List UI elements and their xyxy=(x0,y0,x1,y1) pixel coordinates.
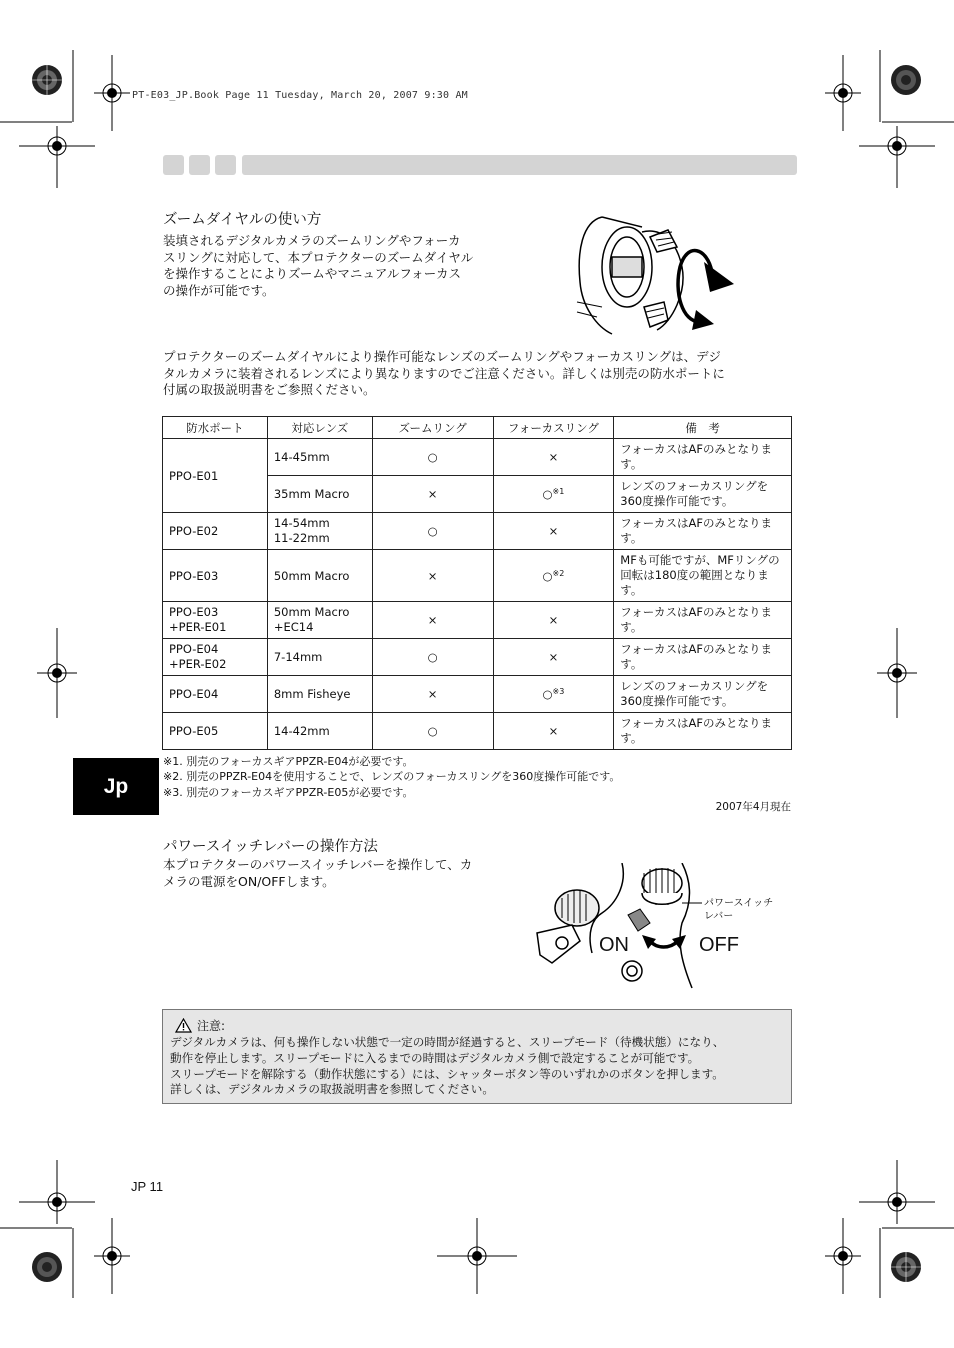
focus-cell: × xyxy=(493,513,614,550)
column-header: 対応レンズ xyxy=(267,417,372,439)
note-cell: フォーカスはAFのみとなります。 xyxy=(614,639,792,676)
warning-icon xyxy=(175,1018,192,1033)
caution-text: デジタルカメラは、何も操作しない状態で一定の時間が経過すると、スリープモード（待機状態）になり、 動作を停止します。スリープモードに入るまでの時間はデジタルカメラ側で設定することが可能です。 スリープモードを解除する（動作状態にする）には、シャッターボタン等のいずれかのボタンを押します。 詳しくは、デジタルカメラの取扱説明書を参照してください。 xyxy=(170,1035,725,1097)
on-label: ON xyxy=(599,934,629,956)
zoom-section-title: ズームダイヤルの使い方 xyxy=(163,212,322,228)
zoom-cell: ○ xyxy=(372,439,493,476)
lens-cell: 50mm Macro xyxy=(267,550,372,602)
zoom-cell: × xyxy=(372,476,493,513)
lens-cell: 8mm Fisheye xyxy=(267,676,372,713)
print-file-info: PT-E03_JP.Book Page 11 Tuesday, March 20, 2007 9:30 AM xyxy=(132,90,468,101)
color-target-icon xyxy=(891,65,921,95)
zoom-cell: ○ xyxy=(372,713,493,750)
page-number: JP 11 xyxy=(131,1179,164,1194)
caution-heading: 注意: xyxy=(175,1017,225,1034)
caution-box xyxy=(162,1009,792,1104)
registration-mark-icon xyxy=(859,126,935,188)
note-cell: レンズのフォーカスリングを360度操作可能です。 xyxy=(614,676,792,713)
footnote: ※3. 別売のフォーカスギアPPZR-E05が必要です。 xyxy=(163,786,414,799)
note-cell: フォーカスはAFのみとなります。 xyxy=(614,513,792,550)
zoom-cell: × xyxy=(372,676,493,713)
column-header: フォーカスリング xyxy=(493,417,614,439)
lens-cell: 7-14mm xyxy=(267,639,372,676)
focus-cell: ○$^{※2}$ xyxy=(493,550,614,602)
column-header: 備 考 xyxy=(614,417,792,439)
registration-mark-icon xyxy=(877,628,917,718)
lens-cell: 50mm Macro +EC14 xyxy=(267,602,372,639)
port-cell: PPO-E03 +PER-E01 xyxy=(163,602,268,639)
language-tab: Jp xyxy=(73,758,159,815)
table-row xyxy=(163,602,792,639)
zoom-dial-illustration xyxy=(572,212,747,342)
power-lever-illustration xyxy=(532,863,710,993)
registration-mark-icon xyxy=(437,1218,517,1294)
header-bar-square xyxy=(163,155,184,175)
note-cell: フォーカスはAFのみとなります。 xyxy=(614,602,792,639)
note-cell: レンズのフォーカスリングを360度操作可能です。 xyxy=(614,476,792,513)
registration-mark-icon xyxy=(19,126,95,188)
registration-mark-icon xyxy=(19,1160,95,1224)
port-cell: PPO-E02 xyxy=(163,513,268,550)
power-section-text: 本プロテクターのパワースイッチレバーを操作して、カ メラの電源をON/OFFします。 xyxy=(163,857,473,889)
switch-arrow-icon xyxy=(650,941,678,947)
zoom-cell: × xyxy=(372,550,493,602)
color-target-icon xyxy=(32,1252,62,1282)
lens-compatibility-table xyxy=(162,416,792,750)
footnote: ※2. 別売のPPZR-E04を使用することで、レンズのフォーカスリングを360度操作可能です。 xyxy=(163,770,621,783)
power-lever-icon xyxy=(628,909,650,931)
focus-cell: ○$^{※3}$ xyxy=(493,676,614,713)
lens-cell: 35mm Macro xyxy=(267,476,372,513)
lens-cell: 14-45mm xyxy=(267,439,372,476)
registration-mark-icon xyxy=(859,1160,935,1224)
focus-cell: ○$^{※1}$ xyxy=(493,476,614,513)
registration-mark-icon xyxy=(825,55,861,131)
port-cell: PPO-E04 +PER-E02 xyxy=(163,639,268,676)
focus-cell: × xyxy=(493,439,614,476)
table-row xyxy=(163,513,792,550)
power-section-title: パワースイッチレバーの操作方法 xyxy=(163,839,378,855)
port-cell: PPO-E04 xyxy=(163,676,268,713)
port-cell: PPO-E03 xyxy=(163,550,268,602)
registration-mark-icon xyxy=(825,1218,861,1294)
off-label: OFF xyxy=(699,934,739,956)
focus-cell: × xyxy=(493,602,614,639)
header-bar-square xyxy=(215,155,236,175)
note-cell: フォーカスはAFのみとなります。 xyxy=(614,713,792,750)
table-row xyxy=(163,676,792,713)
table-row xyxy=(163,713,792,750)
registration-mark-icon xyxy=(94,55,130,131)
date-note: 2007年4月現在 xyxy=(715,801,791,813)
registration-mark-icon xyxy=(94,1218,130,1294)
lens-cell: 14-42mm xyxy=(267,713,372,750)
zoom-cell: ○ xyxy=(372,639,493,676)
table-row xyxy=(163,439,792,476)
lens-cell: 14-54mm 11-22mm xyxy=(267,513,372,550)
table-row xyxy=(163,639,792,676)
zoom-cell: × xyxy=(372,602,493,639)
rotate-arrow-icon xyxy=(692,310,714,330)
focus-cell: × xyxy=(493,713,614,750)
rotate-arrow-icon xyxy=(704,262,734,292)
color-target-icon xyxy=(32,65,62,95)
column-header: ズームリング xyxy=(372,417,493,439)
header-bar-square xyxy=(189,155,210,175)
table-header-row xyxy=(163,417,792,439)
note-cell: MFも可能ですが、MFリングの回転は180度の範囲となります。 xyxy=(614,550,792,602)
port-cell: PPO-E05 xyxy=(163,713,268,750)
table-row xyxy=(163,550,792,602)
registration-mark-icon xyxy=(37,628,77,718)
header-bar xyxy=(242,155,797,175)
footnote: ※1. 別売のフォーカスギアPPZR-E04が必要です。 xyxy=(163,755,414,768)
focus-cell: × xyxy=(493,639,614,676)
zoom-cell: ○ xyxy=(372,513,493,550)
zoom-section-intro: 装填されるデジタルカメラのズームリングやフォーカ スリングに対応して、本プロテクターのズームダイヤル を操作することによりズームやマニュアルフォーカス の操作が可能です。 xyxy=(163,233,474,298)
lens-compatibility-note: プロテクターのズームダイヤルにより操作可能なレンズのズームリングやフォーカスリングは、デジ タルカメラに装着されるレンズにより異なりますのでご注意ください。詳しくは別売の防水ポートに 付属の取扱説明書をご参照ください。 xyxy=(163,349,725,398)
column-header: 防水ポート xyxy=(163,417,268,439)
note-cell: フォーカスはAFのみとなります。 xyxy=(614,439,792,476)
port-cell: PPO-E01 xyxy=(163,439,268,513)
color-target-icon xyxy=(891,1252,921,1282)
lever-callout: パワースイッチ レバー xyxy=(704,898,774,922)
